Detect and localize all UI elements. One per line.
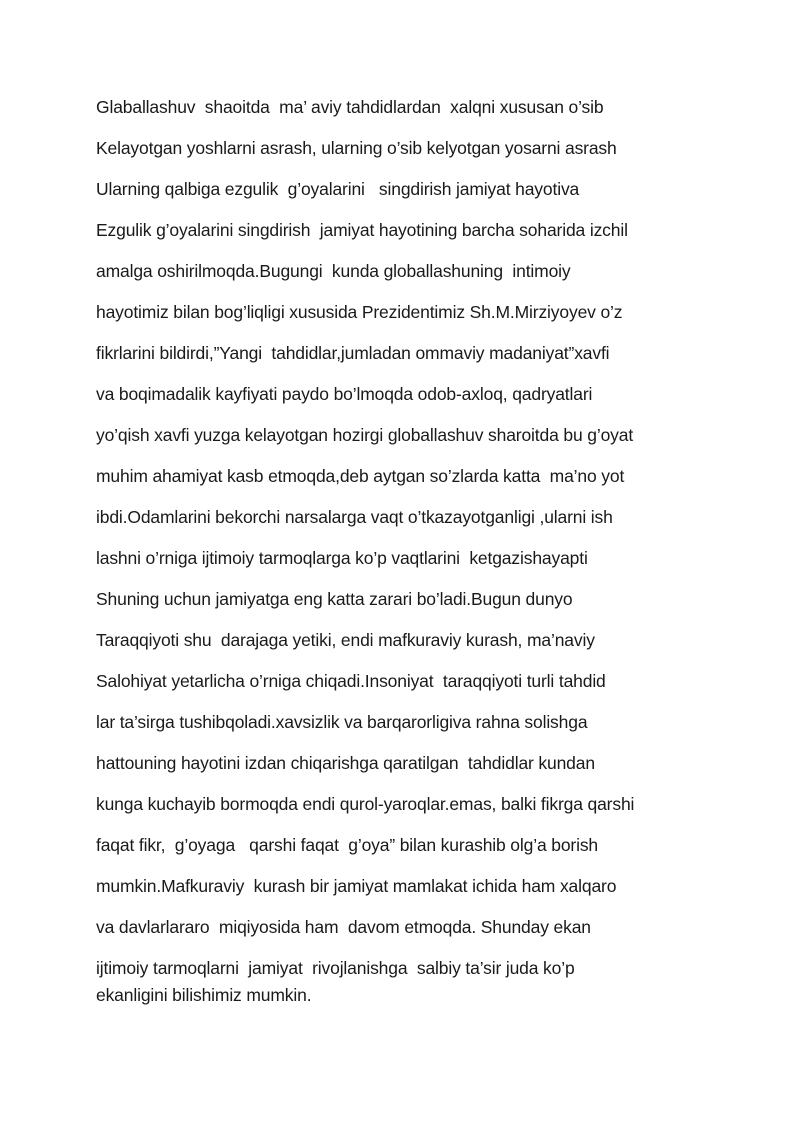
text-line-21: va davlarlararo miqiyosida ham davom etmoqda. Shunday ekan — [96, 917, 591, 937]
text-line-6: hayotimiz bilan bog’liqligi xususida Prezidentimiz Sh.M.Mirziyoyev o’z — [96, 302, 623, 322]
text-line-14: Taraqqiyoti shu darajaga yetiki, endi mafkuraviy kurash, ma’naviy — [96, 630, 595, 650]
text-line-12: lashni o’rniga ijtimoiy tarmoqlarga ko’p vaqtlarini ketgazishayapti — [96, 548, 588, 568]
text-line-20: mumkin.Mafkuraviy kurash bir jamiyat mamlakat ichida ham xalqaro — [96, 876, 617, 896]
text-line-22: ijtimoiy tarmoqlarni jamiyat rivojlanishga salbiy ta’sir juda ko’p — [96, 958, 575, 978]
text-line-8: va boqimadalik kayfiyati paydo bo’lmoqda odob-axloq, qadryatlari — [96, 384, 593, 404]
text-line-4: Ezgulik g’oyalarini singdirish jamiyat hayotining barcha soharida izchil — [96, 220, 628, 240]
text-line-16: lar ta’sirga tushibqoladi.xavsizlik va barqarorligiva rahna solishga — [96, 712, 588, 732]
text-line-7: fikrlarini bildirdi,”Yangi tahdidlar,jumladan ommaviy madaniyat”xavfi — [96, 343, 610, 363]
text-line-9: yo’qish xavfi yuzga kelayotgan hozirgi globallashuv sharoitda bu g’oyat — [96, 425, 634, 445]
text-line-10: muhim ahamiyat kasb etmoqda,deb aytgan so’zlarda katta ma’no yot — [96, 466, 625, 486]
text-line-11: ibdi.Odamlarini bekorchi narsalarga vaqt o’tkazayotganligi ,ularni ish — [96, 507, 613, 527]
text-line-23: ekanligini bilishimiz mumkin. — [96, 985, 312, 1005]
text-line-5: amalga oshirilmoqda.Bugungi kunda globallashuning intimoiy — [96, 261, 571, 281]
body-text — [96, 95, 746, 1024]
text-line-2: Kelayotgan yoshlarni asrash, ularning o’sib kelyotgan yosarni asrash — [96, 138, 617, 158]
text-line-19: faqat fikr, g’oyaga qarshi faqat g’oya” bilan kurashib olg’a borish — [96, 835, 599, 855]
text-line-15: Salohiyat yetarlicha o’rniga chiqadi.Insoniyat taraqqiyoti turli tahdid — [96, 671, 606, 691]
text-line-18: kunga kuchayib bormoqda endi qurol-yaroqlar.emas, balki fikrga qarshi — [96, 794, 635, 814]
text-line-13: Shuning uchun jamiyatga eng katta zarari bo’ladi.Bugun dunyo — [96, 589, 573, 609]
text-line-17: hattouning hayotini izdan chiqarishga qaratilgan tahdidlar kundan — [96, 753, 595, 773]
text-line-3: Ularning qalbiga ezgulik g’oyalarini singdirish jamiyat hayotiva — [96, 179, 580, 199]
text-line-1: Glaballashuv shaoitda ma’ aviy tahdidlardan xalqni xususan o’sib — [96, 97, 604, 117]
